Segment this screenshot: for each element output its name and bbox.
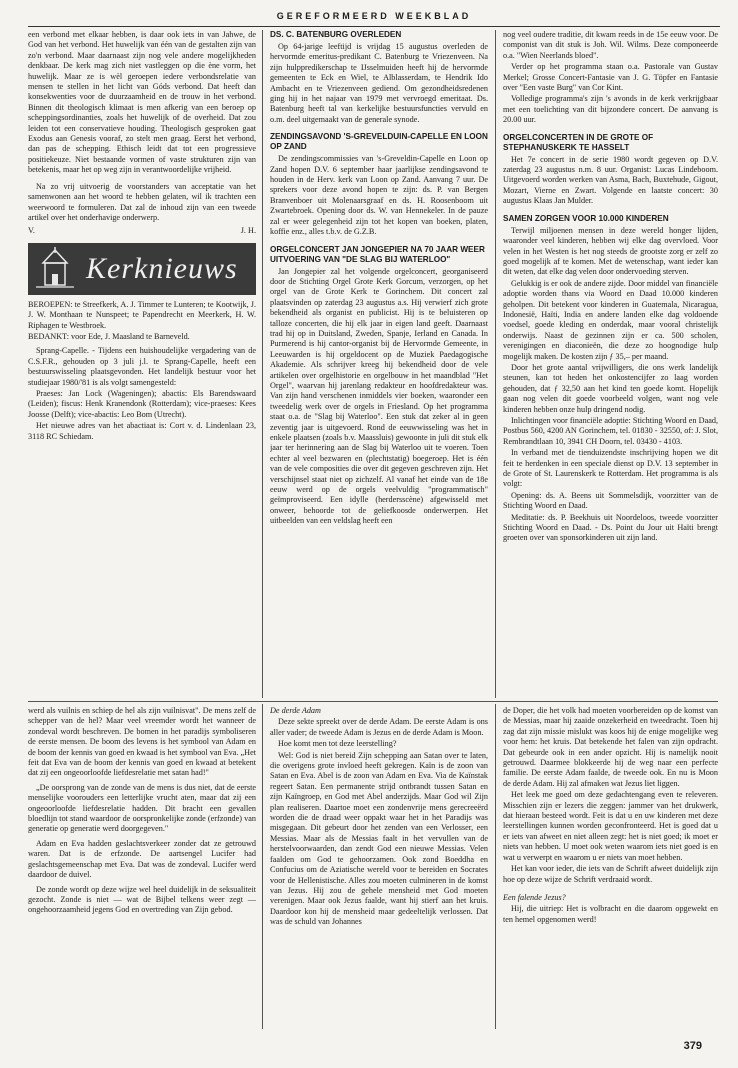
article-paragraph: De zonde wordt op deze wijze wel heel duidelijk in de seksualiteit gezocht. Zonde is niet — wat de Bijbel telkens weer zegt — ongehoorzaamheid jegens God en overtreding van Zijn gebod.: [28, 884, 256, 915]
column-rule: [262, 704, 263, 1029]
column-rule: [495, 30, 496, 698]
kerknieuws-banner: [28, 243, 256, 295]
publication-title: GEREFORMEERD WEEKBLAD: [276, 11, 472, 21]
section-heading: ORGELCONCERTEN IN DE GROTE OF STEPHANUSKERK TE HASSELT: [503, 132, 654, 152]
article-paragraph: een verbond met elkaar hebben, is daar ook iets in van Jahwe, de God van het verbond. Het huwelijk van één van de gestalten zijn van zo'n verbond. Maar daarnaast zijn nog vele andere mogelijkheden denkbaar. De kerk mag zich niet vastleggen op die ène vorm, het huwelijk. Maar ze is wèl geroepen iedere verbondsrelatie van mensen te stellen in het licht van Góds verbond. Dat heeft dan konsekwenties voor de duurzaamheid en de trouw in het verbond. Binnen dit theologisch klimaat is men afkerig van een beroep op scheppingsordinanties, zoals het huwelijk of de overheid. Dat zou leiden tot een conservatieve houding. Theologisch gesproken gaat Exodus aan Genesis vooraf, zo stelt men graag. Eerst het verbond, dan pas de schepping. Ethisch leidt dat tot een progressieve positiekeuze. Niet bestaande vormen of vaste strukturen zijn van betekenis, maar het op weg zijn in verantwoordelijke vrijheid.: [28, 30, 256, 175]
article-paragraph: Het kan voor ieder, die iets van de Schrift afweet duidelijk zijn hoe op deze wijze de Schrift verdraaid wordt.: [503, 864, 718, 884]
bottom-middle-column: [270, 706, 488, 1028]
article-paragraph: Hoe komt men tot deze leerstelling?: [278, 739, 397, 749]
section-subheading: Een falende Jezus?: [503, 892, 566, 902]
church-icon: [34, 247, 76, 291]
section-text: Het 7e concert in de serie 1980 wordt gegeven op D.V. zaterdag 23 augustus n.m. 8 uur. Organist: Lucas Lindeboom. Uitgevoerd worden werken van Asma, Bach, Buxtehude, Gigout, Mozart, Vierne en Zwart. Volgende en laatste concert: 30 augustus Klaas Jan Mulder.: [503, 154, 718, 206]
middle-column: [270, 30, 488, 698]
news-item: Praeses: Jan Lock (Wageningen); abactis: Els Barendswaard (Leiden); fiscus: Henk Kranendonk (Rotterdam); vice-praeses: Kees Joosse (Delft); vice-abactis: Leo Bom (Utrecht).: [28, 388, 256, 419]
section-text: In verband met de tienduizendste inschrijving hopen we dit feit te herdenken in een speciale dienst op D.V. 13 september in de Grote of St. Laurenskerk te Rotterdam. Het programma is als volgt:: [503, 448, 718, 489]
article-paragraph: Wel: God is niet bereid Zijn schepping aan Satan over te laten, die overigens grote invloed heeft gekregen. Kaïn is de zoon van Satan en Eva. Abel is de zoon van Adam en Eva. Via de Kaïnstak regeert Satan. Een permanente strijd ontbrandt tussen Satan en zijn Kaïngroep, en God met Abel anderzijds. Maar God wil Zijn plan realiseren. Daartoe moet een zondenvrije mens gerecreeërd worden die de draad weer oppakt waar het in het Paradijs was misgegaan. Dit gebeurt door het zenden van een Verlosser, een Messias. Maar als de Messias faalt in het vervullen van de herstelvoorwaarden, dan zendt God een nieuwe Messias. Velen faalden om God te gehoorzamen. Ook zond Boeddha en Confucius om de Aziatische wereld voor te bereiden en Socrates voor de Hellenistische. Alles zou moeten culmineren in de komst van Jezus. Hij zou de gehele mensheid met God moeten verenigen. Maar ook Jezus faalde, want hij stierf aan het kruis. Daardoor kon hij de mensheid maar gedeeltelijk verlossen. Dat was de schuld van Johannes: [270, 750, 488, 927]
bottom-right-column: [503, 706, 718, 1028]
news-item: Sprang-Capelle. - Tijdens een huishoudelijke vergadering van de C.S.F.R., gehouden op 3 juli j.l. te Sprang-Capelle, heeft een bestuurswisseling plaatsgevonden. Het landelijk bestuur voor het studiejaar 1980/'81 is als volgt samengesteld:: [28, 346, 256, 387]
column-rule: [495, 704, 496, 1029]
section-subheading: De derde Adam: [270, 706, 321, 715]
article-paragraph: Adam en Eva hadden geslachtsverkeer zonder dat ze getrouwd waren. Dat is de erfzonde. De aartsengel Lucifer had geslachtsgemeenschap met Eva. Dat was de zondeval. Lucifer werd daardoor de duivel.: [28, 838, 256, 880]
article-paragraph: Deze sekte spreekt over de derde Adam. De eerste Adam is ons aller vader; de tweede Adam is Jezus en de derde Adam is Moon.: [270, 717, 488, 737]
news-item: Het nieuwe adres van het abactiaat is: Cort v. d. Lindenlaan 23, 3118 RC Schiedam.: [28, 421, 256, 441]
signature-author: J. H.: [240, 226, 256, 236]
article-paragraph: werd als vuilnis en schiep de hel als zijn vuilnisvat". De mens zelf de schepper van de hel? Maar veel vreemder wordt het wanneer de zondeval wordt beschreven. De bomen in het paradijs symboliseren de eerste mensen. De boom des levens is het symbool van Adam en de boom der kennis van goed en kwaad is het symbool van Eva. „Het feit dat Eva van de boom der kennis van goed en kwaad at betekent dat zij een ongeoorloofde liefdesrelatie met satan had!": [28, 706, 256, 778]
news-item: BEDANKT: voor Ede, J. Maasland te Barneveld.: [28, 331, 190, 341]
running-header: [28, 6, 720, 27]
section-text: Opening: ds. A. Beens uit Sommelsdijk, voorzitter van de Stichting Woord en Daad.: [503, 490, 718, 511]
article-paragraph: nog veel oudere traditie, dit kwam reeds in de 15e eeuw voor. De componist van dit stuk is Joh. Wil. Wilms. Deze componeerde o.a. "Wien Neerlands bloed".: [503, 30, 718, 60]
right-column: [503, 30, 718, 698]
page-number: 379: [683, 1040, 702, 1052]
left-column: [28, 30, 256, 698]
section-rule: [28, 701, 718, 702]
bottom-left-column: [28, 706, 256, 1028]
section-text: Door het grote aantal vrijwilligers, die ons werk landelijk steunen, kan tot heden het onkostencijfer zo laag worden gehouden, dat ƒ 32,50 aan het kind ten goede komt. Hopelijk gaan nog velen dit goede voorbeeld volgen, want nog vele kinderen hebben onze hulp dringend nodig.: [503, 362, 718, 414]
article-paragraph: Verder op het programma staan o.a. Pastorale van Gustav Merkel; Grosse Concert-Fantasie van J. G. Töpfer en Fantasie over "Een vaste Burg" van Cor Kint.: [503, 62, 718, 93]
section-heading: SAMEN ZORGEN VOOR 10.000 KINDEREN: [503, 213, 669, 223]
article-paragraph: Het leek me goed om deze gedachtengang even te releveren. Misschien zijn er lezers die zeggen: jammer van het drukwerk, dat hieraan besteed wordt. Feit is dat u en uw kinderen met deze leerstellingen kunnen worden geconfronteerd. Het is goed dat u er iets van afweet en niet alleen zegt: het is niet goed; ik moet er niets van hebben. U moet ook weten waarom iets niet goed is en wat u verwerpt en waarom u er niets van moet hebben.: [503, 790, 718, 862]
section-heading: DS. C. BATENBURG OVERLEDEN: [270, 30, 402, 39]
kerknieuws-logo: Kerknieuws: [86, 251, 238, 285]
section-text: Inlichtingen voor financiële adoptie: Stichting Woord en Daad, Postbus 560, 4200 AN Gorinchem, tel. 01830 - 32550, of: J. Slot, Rembrandtlaan 10, 3941 CH Doorn, tel. 03430 - 4103.: [503, 416, 718, 446]
news-item: BEROEPEN: te Streefkerk, A. J. Timmer te Lunteren; te Kootwijk, J. J. W. Monthaan te Nunspeet; te Papendrecht en Meerkerk, H. W. Riphagen te Westbroek.: [28, 299, 256, 330]
article-paragraph: de Doper, die het volk had moeten voorbereiden op de komst van de Messias, maar hij zaaide onzekerheid en tweedracht. Toen hij zag dat zijn missie mislukt was koos hij de enige mogelijke weg voor hem: het kruis. Dat betekende het falen van zijn opdracht. Dat gebeurde ook in een ander opzicht. Hij is namelijk nooit getrouwd. Daarmee blokkeerde hij de weg naar een perfecte familie. De eerste Adam faalde, de tweede ook. En nu is Moon de derde Adam. Hij zal afmaken wat Jezus liet liggen.: [503, 706, 718, 788]
section-text: Jan Jongepier zal het volgende orgelconcert, georganiseerd door de Stichting Orgel Grote Kerk Gorcum, verzorgen, op het orgel van de Grote Kerk te Gorinchem. Dit concert zal plaatsvinden op zaterdag 23 augustus a.s. Hij verwierf zich grote bekendheid als organist en publicist. Hij is te beluisteren op talloze concerten, die hij elk jaar in eigen land geeft. Daarnaast trad hij op in Duitsland, Zweden, Spanje, Ierland en Canada. In Purmerend is hij cantor-organist bij de Hervormde Gemeente, in Leeuwarden is hij orgeldocent op de Muziek Paedagogische Akademie. Als schrijver kreeg hij bekendheid door de vele artikelen over orgelhistorie en orgelbouw in het maandblad "Het Orgel", waarvan hij jarenlang redakteur en hoofdredakteur was. Van zijn hand verschenen inmiddels vier boeken, waaronder een tweedelig werk over de orgels in Friesland. Op het programma staat o.a. de "Slag bij Waterloo". Een stuk dat zeker al in geen zeventig jaar is uitgevoerd. Rond de eeuwwisseling was het in enkele plaatsen (zoals b.v. Maassluis) gewoonte in juli dit stuk elk jaar ter herinnering aan de Slag bij Waterloo uit te voeren. Toen echter al veel bezwaren en (plechtstatig) boegeroep. Het is één van de vele composities die over dit gegeven geschreven zijn. Het verschijnsel staat niet op zichzelf. Al vanaf het einde van de 18e eeuw werd op de orgels veelvuldig "programmatisch" geïmproviseerd. Een idylle (herdersscène) afgewisseld met onweer, behoorde tot de geliefkoosde onderwerpen. Het uitbeelden van een veldslag heeft een: [270, 266, 488, 526]
column-rule: [262, 30, 263, 698]
article-paragraph: Volledige programma's zijn 's avonds in de kerk verkrijgbaar met een toelichting van dit bijzondere concert. De aanvang is 20.00 uur.: [503, 94, 718, 125]
section-heading: ZENDINGSAVOND 'S-GREVELDUIN-CAPELLE EN LOON OP ZAND: [270, 132, 488, 152]
article-paragraph: Na zo vrij uitvoerig de voorstanders van acceptatie van het samenwonen aan het woord te hebben gelaten, wil ik trachten een weerwoord te formuleren. Dat zal de inhoud zijn van een tweede artikel over het onderhavige onderwerp.: [28, 181, 256, 222]
section-text: Op 64-jarige leeftijd is vrijdag 15 augustus overleden de hervormde emeritus-predikant C. Batenburg te Vriezenveen. Na zijn hulppredikerschap te IJsselmuiden heeft hij de hervormde gemeenten te Eck en Wiel, te Alblasserdam, te Hendrik Ido Ambacht en te Vriezenveen gediend. Om gezondheidsredenen ging hij in het najaar van 1979 met vervroegd emeritaat. Ds. Batenburg heeft tal van kerkelijke bestuursfuncties vervuld en o.m. deel uitgemaakt van de generale synode.: [270, 42, 488, 124]
section-text: Meditatie: ds. P. Beekhuis uit Noordeloos, tweede voorzitter Stichting Woord en Daad. - Ds. Point du Jour uit Haïti brengt groeten over van sponsorkinderen uit zijn land.: [503, 512, 718, 543]
signature-initial: V.: [28, 226, 35, 236]
section-text: Gelukkig is er ook de andere zijde. Door middel van financiële adoptie worden thans via Woord en Daad 10.000 kinderen geholpen. Dit betekent voor kinderen in Guatemala, Nicaragua, Indonesië, Haïti, India en andere landen elke dag voldoende voedsel, goede kleding en onderdak, maar vooral christelijk onderwijs. Naast de gezinnen zijn er ca. 500 scholen, verenigingen en diaconieën, die deze zo hoognodige hulp mogelijk maken. De kosten zijn ƒ 35,– per maand.: [503, 278, 718, 361]
section-text: De zendingscommissies van 's-Greveldin-Capelle en Loon op Zand hopen D.V. 6 september haar jaarlijkse zendingsavond te houden in de Herv. kerk van Loon op Zand. Aanvang 7 uur. De sprekers voor deze avond hopen te zijn: ds. P. van Bergen Branvenboer uit Molenaarsgraaf en ds. H. Roosenboom uit Zwartebroek. Opening door ds. W. van Hennekeler. In de pauze zal er weer gelegenheid zijn tot het kopen van boeken, platen, koffie enz., alles t.b.v. de G.Z.B.: [270, 154, 488, 237]
section-heading: ORGELCONCERT JAN JONGEPIER NA 70 JAAR WEER UITVOERING VAN "DE SLAG BIJ WATERLOO": [270, 244, 485, 264]
article-paragraph: „De oorsprong van de zonde van de mens is dus niet, dat de eerste menselijke voorouders een letterlijke vrucht aten, maar dat zij een ongeoorloofde liefdesrelatie hadden. Dit bracht een gevallen bloedlijn tot stand waardoor de oorspronkelijke zonde (erfzonde) van generatie op generatie werd doorgegeven.": [28, 782, 256, 834]
section-text: Terwijl miljoenen mensen in deze wereld honger lijden, waaronder veel kinderen, hebben wij elke dag overvloed. Voor velen in het Westen is het nog steeds de grootste zorg er zelf zo goed mogelijk af te komen. Met de wetenschap, want ieder kan dit weten, dat elke dag velen door ondervoeding sterven.: [503, 225, 718, 277]
article-signature: [28, 226, 256, 236]
article-paragraph: Hij, die uitriep: Het is volbracht en die daarom opgewekt en ten hemel opgenomen werd!: [503, 904, 718, 924]
